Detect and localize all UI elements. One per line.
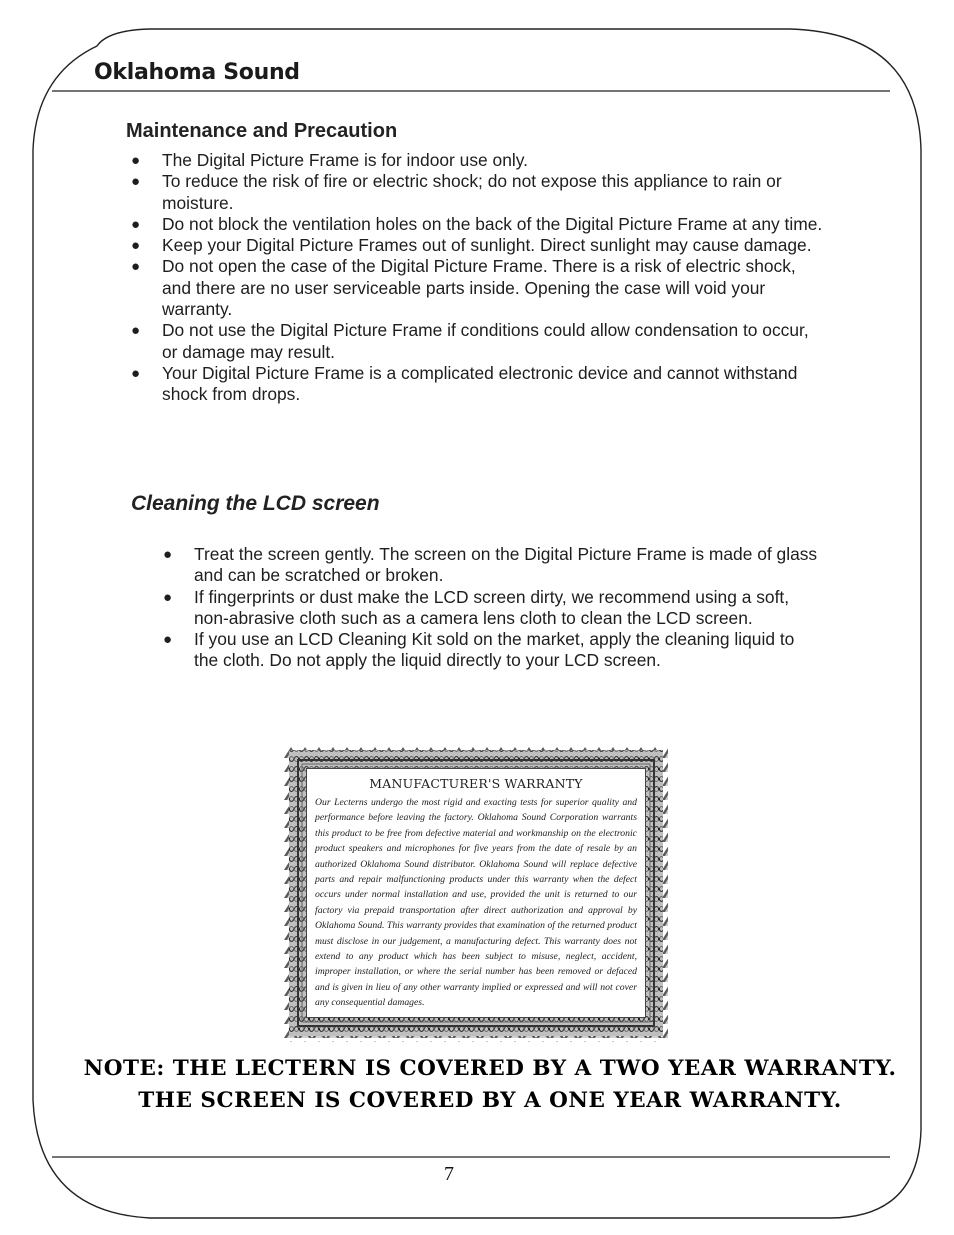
list-item: ● Do not block the ventilation holes on the back of the Digital Picture Frame at any time.: [131, 213, 823, 234]
bullet-icon: ●: [131, 237, 141, 255]
list-item: ● If fingerprints or dust make the LCD screen dirty, we recommend using a soft, non-abrasive cloth such as a camera lens cloth to clean the LCD screen.: [163, 586, 790, 628]
warranty-note-line1: NOTE: THE LECTERN IS COVERED BY A TWO YEAR WARRANTY.: [83, 1056, 897, 1081]
page-number: 7: [444, 1163, 454, 1185]
list-item: ● Do not open the case of the Digital Picture Frame. There is a risk of electric shock, and there are no user serviceable parts inside. Opening the case will void your warranty.: [131, 256, 796, 320]
list-item: ● Keep your Digital Picture Frames out of sunlight. Direct sunlight may cause damage.: [131, 235, 812, 256]
brand-title: Oklahoma Sound: [94, 60, 300, 85]
bullet-icon: ●: [163, 546, 173, 563]
cleaning-list: [159, 544, 819, 672]
maintenance-list: [127, 150, 827, 406]
list-item: ● Your Digital Picture Frame is a complicated electronic device and cannot withstand shock from drops.: [131, 362, 798, 405]
certificate-body: Our Lecterns undergo the most rigid and exacting tests for superior quality and performance before leaving the factory. Oklahoma Sound Corporation warrants this product to be free from defective material and workmanship on the electronic product speakers and microphones for five years from the date of resale by an authorized Oklahoma Sound distributor. Oklahoma Sound will replace defective parts and repair malfunctioning products under this warranty when the defect occurs under normal installation and use, provided the unit is returned to our factory via prepaid transportation after direct authorization and approval by Oklahoma Sound. This warranty provides that examination of the returned product must disclose in our judgement, a manufacturing defect. This warranty does not extend to any product which has been subject to misuse, neglect, accident, improper installation, or where the serial number has been removed or defaced and is given in lieu of any other warranty implied or expressed and will not cover any consequential damages.: [315, 797, 637, 1009]
bullet-icon: ●: [131, 215, 141, 233]
cleaning-heading: Cleaning the LCD screen: [131, 492, 380, 515]
maintenance-heading: Maintenance and Precaution: [126, 120, 398, 142]
warranty-note-line2: THE SCREEN IS COVERED BY A ONE YEAR WARRANTY.: [138, 1088, 842, 1113]
list-item: ● Do not use the Digital Picture Frame if conditions could allow condensation to occur, or damage may result.: [131, 320, 809, 362]
bullet-icon: ●: [163, 631, 173, 649]
bullet-icon: ●: [131, 173, 141, 191]
list-item: ● The Digital Picture Frame is for indoor use only.: [131, 150, 528, 170]
bullet-icon: ●: [163, 588, 173, 606]
list-item: ● To reduce the risk of fire or electric shock; do not expose this appliance to rain or moisture.: [131, 171, 782, 213]
warranty-certificate: [284, 744, 668, 1042]
bullet-icon: ●: [131, 152, 141, 169]
bullet-icon: ●: [131, 322, 141, 340]
certificate-title: MANUFACTURER'S WARRANTY: [369, 776, 583, 791]
bullet-icon: ●: [131, 364, 141, 382]
bullet-icon: ●: [131, 258, 141, 276]
list-item: ● If you use an LCD Cleaning Kit sold on the market, apply the cleaning liquid to the cloth. Do not apply the liquid directly to your LCD screen.: [163, 629, 795, 671]
certificate-panel: [306, 768, 646, 1018]
list-item: ● Treat the screen gently. The screen on the Digital Picture Frame is made of glass and can be scratched or broken.: [163, 544, 818, 586]
